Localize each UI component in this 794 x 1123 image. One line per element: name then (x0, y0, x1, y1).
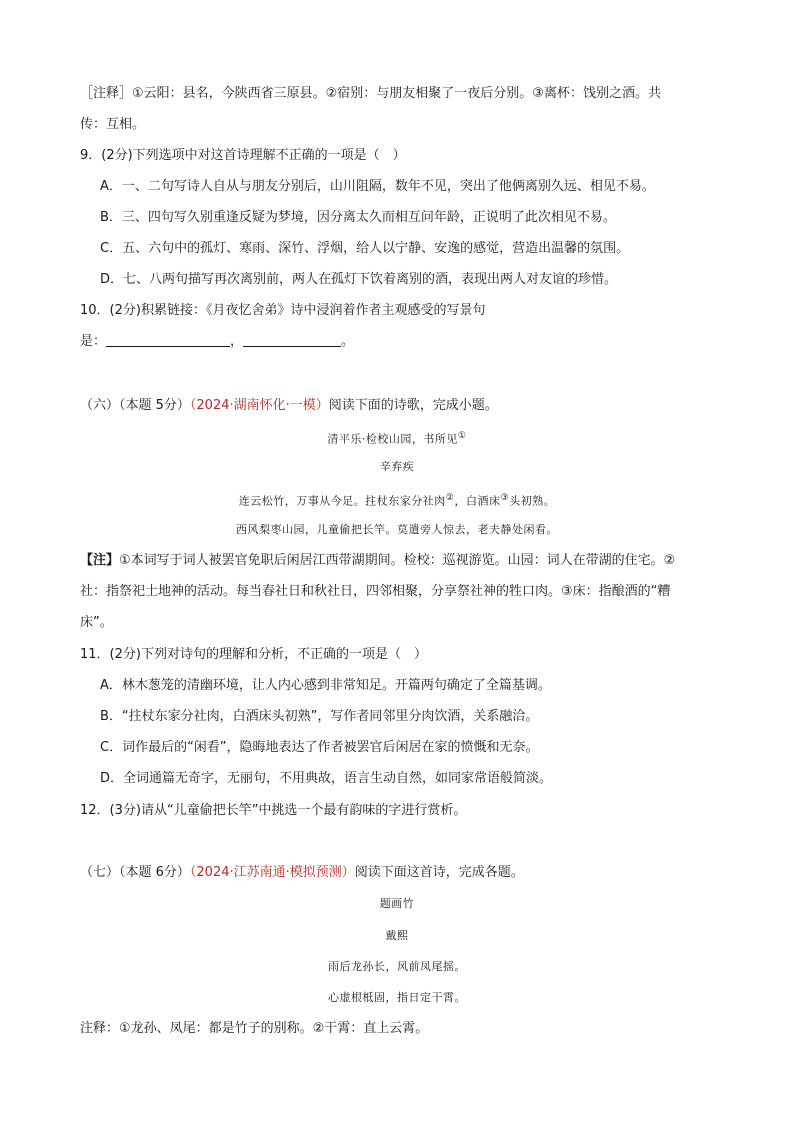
question-11-stem: 11．(2分)下列对诗句的理解和分析，不正确的一项是（ ） (80, 647, 427, 662)
answer-blank-1[interactable] (106, 332, 230, 347)
answer-separator: ， (230, 334, 244, 349)
question-11-option-d: D．全词通篇无奇字，无丽句，不用典故，语言生动自然，如同家常语般简淡。 (100, 771, 553, 786)
question-12-stem: 12．(3分)请从“儿童偷把长竿”中挑选一个最有韵味的字进行赏析。 (80, 803, 467, 818)
section-6-instruction: 阅读下面的诗歌，完成小题。 (328, 398, 498, 413)
question-9-option-b: B．三、四句写久别重逢反疑为梦境，因分离太久而相互问年龄，正说明了此次相见不易。 (100, 210, 616, 225)
footnote-marker: ① (457, 430, 467, 441)
section-6-heading (80, 396, 498, 416)
poem-7-line-2: 心虚根柢固，指日定干霄。 (328, 991, 466, 1004)
section-7-instruction: 阅读下面这首诗，完成各题。 (354, 865, 524, 880)
answer-blank-2[interactable] (243, 332, 341, 347)
poem-7-title: 题画竹 (379, 897, 415, 910)
note-label: 【注】 (80, 553, 120, 568)
question-11-option-c: C．词作最后的“闲看”，隐晦地表达了作者被罢官后闲居在家的愤慨和无奈。 (100, 740, 539, 755)
question-9-option-c: C．五、六句中的孤灯、寒雨、深竹、浮烟，给人以宁静、安逸的感觉，营造出温馨的氛围。 (100, 241, 630, 256)
poem-7-author: 戴熙 (385, 929, 409, 942)
question-10-stem: 10．(2分)积累链接：《月夜忆舍弟》诗中浸润着作者主观感受的写景句 (80, 303, 486, 318)
poem-6-line-2: 西风梨枣山园，儿童偷把长竿。莫遣旁人惊去，老夫静处闲看。 (236, 523, 558, 536)
question-10-answer-line (80, 332, 354, 352)
section-6-source: （2024·湖南怀化·一模） (189, 398, 329, 413)
question-9-option-d: D．七、八两句描写再次离别前，两人在孤灯下饮着离别的酒，表现出两人对友谊的珍惜。 (100, 272, 618, 287)
question-9-stem: 9．(2分)下列选项中对这首诗理解不正确的一项是（ ） (80, 148, 406, 163)
section-7-score: （七）（本题 6分） (80, 865, 190, 880)
question-9-option-a: A．一、二句写诗人自从与朋友分别后，山川阻隔，数年不见，突出了他俩离别久远、相见不易。 (100, 179, 655, 194)
question-11-option-a: A．林木葱笼的清幽环境，让人内心感到非常知足。开篇两句确定了全篇基调。 (100, 678, 551, 693)
poem-6-note-line-1: 【注】①本词写于词人被罢官免职后闲居江西带湖期间。检校：巡视游览。山园：词人在带湖的住宅。② (80, 553, 676, 568)
section-7-heading (80, 863, 524, 883)
poem-6-note-line-2: 社：指祭祀土地神的活动。每当春社日和秋社日，四邻相聚，分享祭社神的牲口肉。③床：指酿酒的“糟 (80, 584, 671, 599)
poem-6-author: 辛弃疾 (379, 460, 415, 473)
footnote-marker: ② (445, 492, 455, 503)
answer-end: 。 (341, 334, 355, 349)
question-11-option-b: B．“拄杖东家分社肉，白酒床头初熟”，写作者同邻里分肉饮酒，关系融洽。 (100, 709, 539, 724)
footnote-marker: ③ (500, 492, 510, 503)
poem-7-note: 注释：①龙孙、凤尾：都是竹子的别称。②干霄：直上云霄。 (80, 1021, 429, 1036)
poem-6-note-line-3: 床”。 (80, 615, 113, 630)
poem-7-line-1: 雨后龙孙长，风前凤尾摇。 (328, 960, 466, 973)
poem-annotation-line-1: ［注释］①云阳：县名，今陕西省三原县。②宿别：与朋友相聚了一夜后分别。③离杯：饯别之酒。共 (80, 86, 661, 101)
answer-prefix: 是： (80, 334, 107, 349)
poem-6-title: 清平乐·检校山园，书所见① (327, 430, 467, 446)
poem-6-line-1: 连云松竹，万事从今足。拄杖东家分社肉②，白酒床③头初熟。 (238, 492, 556, 508)
section-7-source: （2024·江苏南通·模拟预测） (189, 865, 355, 880)
section-6-score: （六）（本题 5分） (80, 398, 190, 413)
poem-annotation-line-2: 传：互相。 (80, 117, 146, 132)
